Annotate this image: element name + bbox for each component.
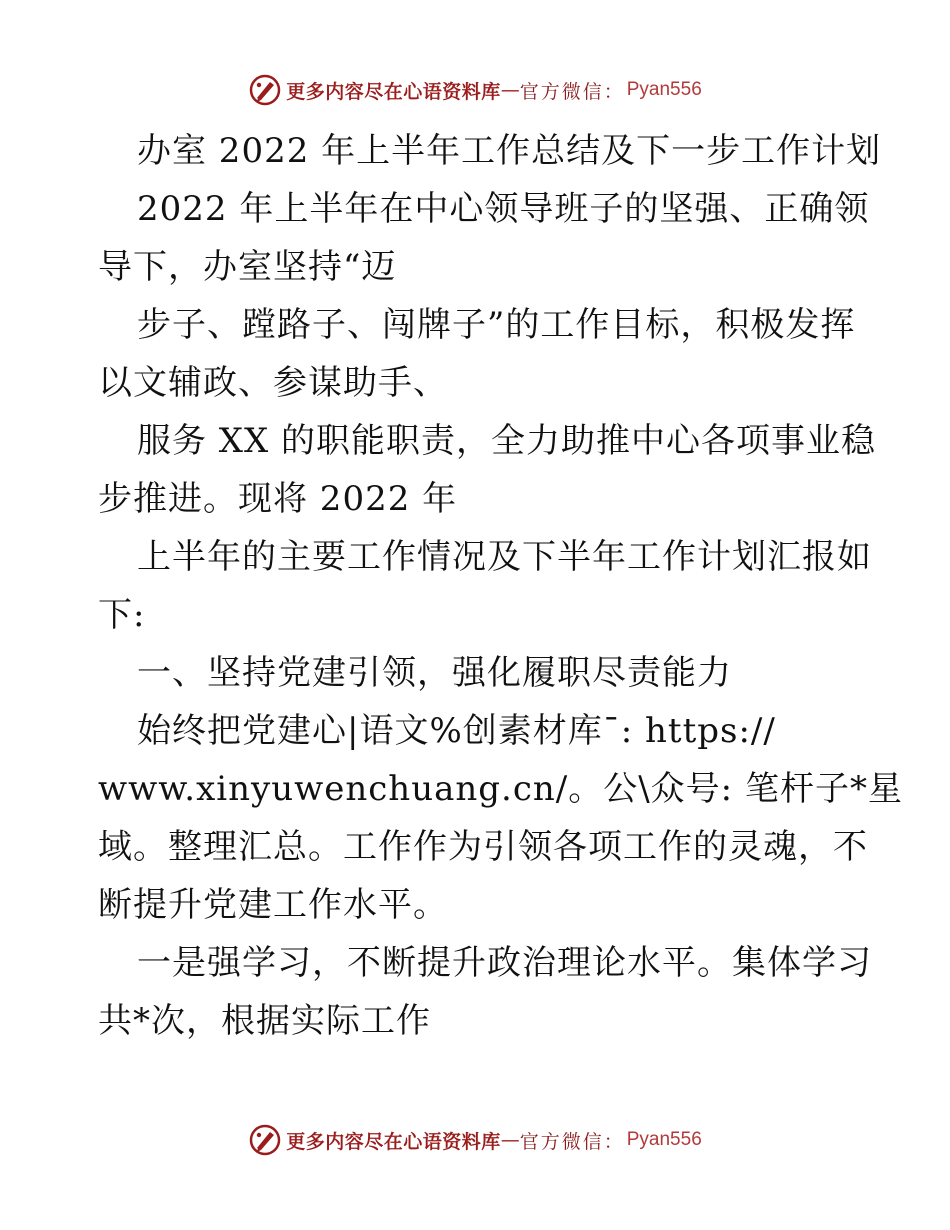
banner-main-text: 更多内容尽在心语资料库	[286, 1130, 501, 1153]
paragraph-line: 2022 年上半年在中心领导班子的坚强、正确领	[137, 189, 870, 229]
paragraph-line: www.xinyuwenchuang.cn/。公\众号: 笔杆子*星	[98, 769, 903, 809]
paragraph-line: 上半年的主要工作情况及下半年工作计划汇报如	[137, 537, 872, 577]
paragraph-line: 下:	[98, 595, 146, 635]
banner-dash: —	[500, 79, 520, 101]
banner-wechat-label: 官方微信：	[519, 1130, 625, 1153]
paragraph-line: 以文辅政、参谋助手、	[98, 363, 448, 403]
paragraph-line: 服务 XX 的职能职责，全力助推中心各项事业稳	[137, 421, 877, 461]
document-title: 办室 2022 年上半年工作总结及下一步工作计划	[137, 131, 882, 171]
banner-wechat-id: Pyan556	[626, 79, 702, 100]
footer-banner	[0, 1120, 950, 1160]
paragraph-line: 导下，办室坚持“迈	[98, 247, 397, 287]
paragraph-line: 始终把党建心|语文%创素材库¯: https://	[137, 711, 776, 751]
paragraph-line: 断提升党建工作水平。	[98, 885, 448, 925]
section-heading: 一、坚持党建引领，强化履职尽责能力	[137, 653, 732, 693]
banner-wechat-id: Pyan556	[626, 1129, 702, 1150]
banner-wechat-label: 官方微信：	[519, 80, 625, 103]
quill-logo-icon	[248, 73, 282, 107]
paragraph-line: 步推进。现将 2022 年	[98, 479, 458, 519]
paragraph-line: 步子、蹚路子、闯牌子”的工作目标，积极发挥	[137, 305, 856, 345]
banner-main-text: 更多内容尽在心语资料库	[286, 80, 501, 103]
banner-dash: —	[500, 1129, 520, 1151]
header-banner	[0, 70, 950, 110]
quill-logo-icon	[248, 1123, 282, 1157]
paragraph-line: 共*次，根据实际工作	[98, 1001, 431, 1041]
paragraph-line: 一是强学习，不断提升政治理论水平。集体学习	[137, 943, 872, 983]
paragraph-line: 域。整理汇总。工作作为引领各项工作的灵魂，不	[98, 827, 868, 867]
